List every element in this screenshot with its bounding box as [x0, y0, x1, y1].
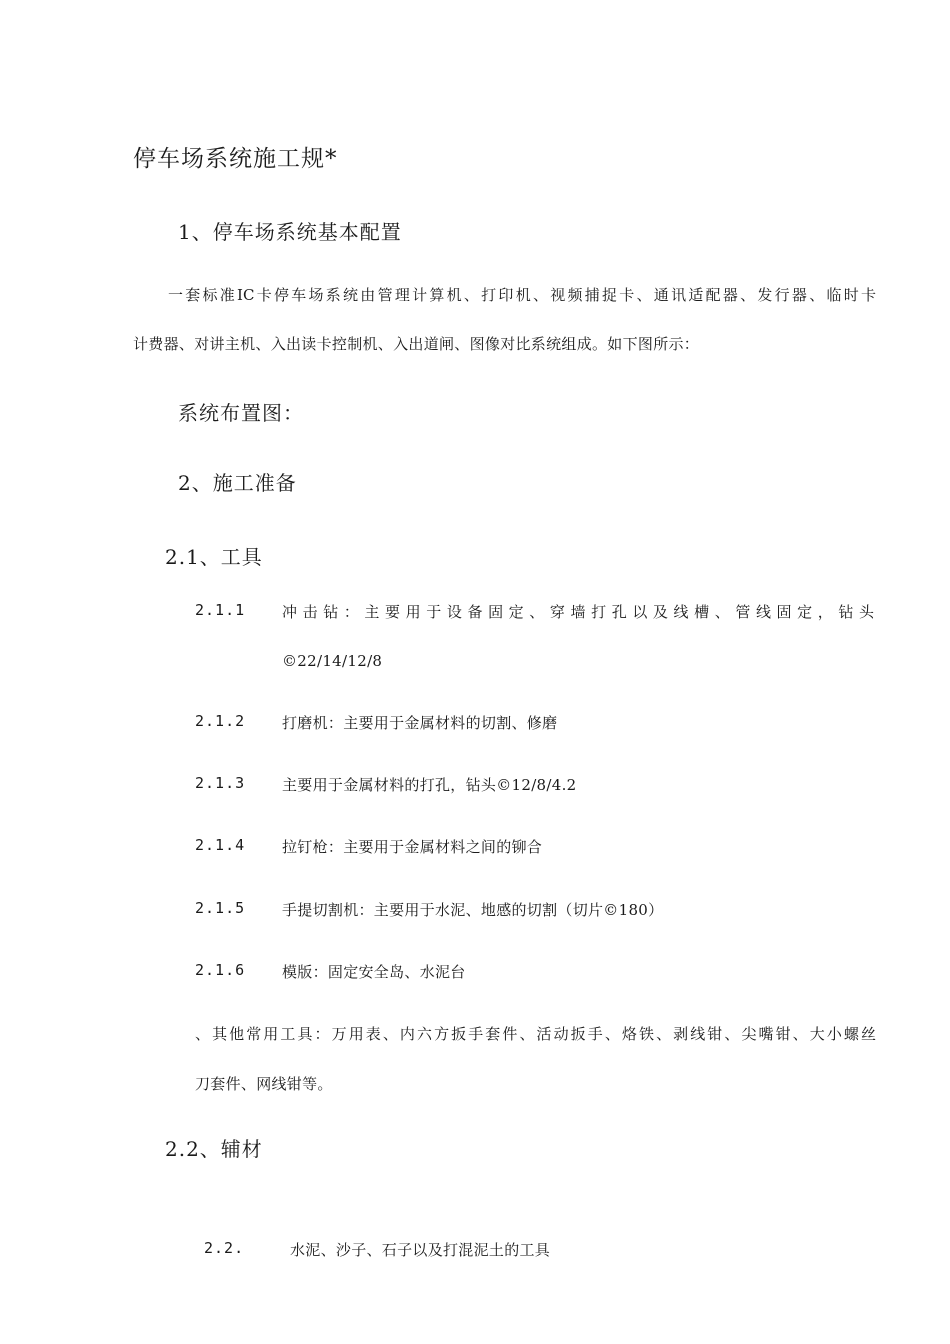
tool-item-number: 2.1.2 [195, 712, 246, 730]
section-1-heading: 1、停车场系统基本配置 [178, 220, 402, 244]
tool-item-text: 打磨机：主要用于金属材料的切割、修磨 [282, 714, 558, 732]
tool-item-number: 2.1.5 [195, 899, 246, 917]
material-item-number: 2.2. [204, 1239, 245, 1257]
tool-item-text: 拉钉枪：主要用于金属材料之间的铆合 [282, 838, 543, 856]
layout-diagram-label: 系统布置图： [178, 401, 304, 425]
tool-item-number: 2.1.3 [195, 774, 246, 792]
tool-item-text: 主要用于金属材料的打孔，钻头©12/8/4.2 [282, 776, 577, 794]
section-2-2-heading: 2.2、辅材 [165, 1137, 263, 1161]
material-item-text: 水泥、沙子、石子以及打混泥土的工具 [290, 1241, 551, 1259]
tool-item-text: 冲击钻：主要用于设备固定、穿墙打孔以及线槽、管线固定，钻头 [282, 603, 876, 621]
document-title: 停车场系统施工规* [133, 146, 338, 172]
section-2-1-heading: 2.1、工具 [165, 545, 263, 569]
tool-item-text: 手提切割机：主要用于水泥、地感的切割（切片©180） [282, 901, 664, 919]
other-tools-line-2: 刀套件、网线钳等。 [195, 1075, 333, 1093]
section-1-paragraph-line-2: 计费器、对讲主机、入出读卡控制机、入出道闸、图像对比系统组成。如下图所示： [133, 335, 700, 353]
tool-item-number: 2.1.6 [195, 961, 246, 979]
tool-item-number: 2.1.1 [195, 601, 246, 619]
tool-item-number: 2.1.4 [195, 836, 246, 854]
tool-item-text: 模版：固定安全岛、水泥台 [282, 963, 466, 981]
other-tools-line-1: 、其他常用工具：万用表、内六方扳手套件、活动扳手、烙铁、剥线钳、尖嘴钳、大小螺丝 [195, 1025, 876, 1043]
section-2-heading: 2、施工准备 [178, 471, 297, 495]
tool-item-text-continued: ©22/14/12/8 [282, 652, 383, 670]
section-1-paragraph-line-1: 一套标准IC卡停车场系统由管理计算机、打印机、视频捕捉卡、通讯适配器、发行器、临时卡 [168, 286, 876, 304]
